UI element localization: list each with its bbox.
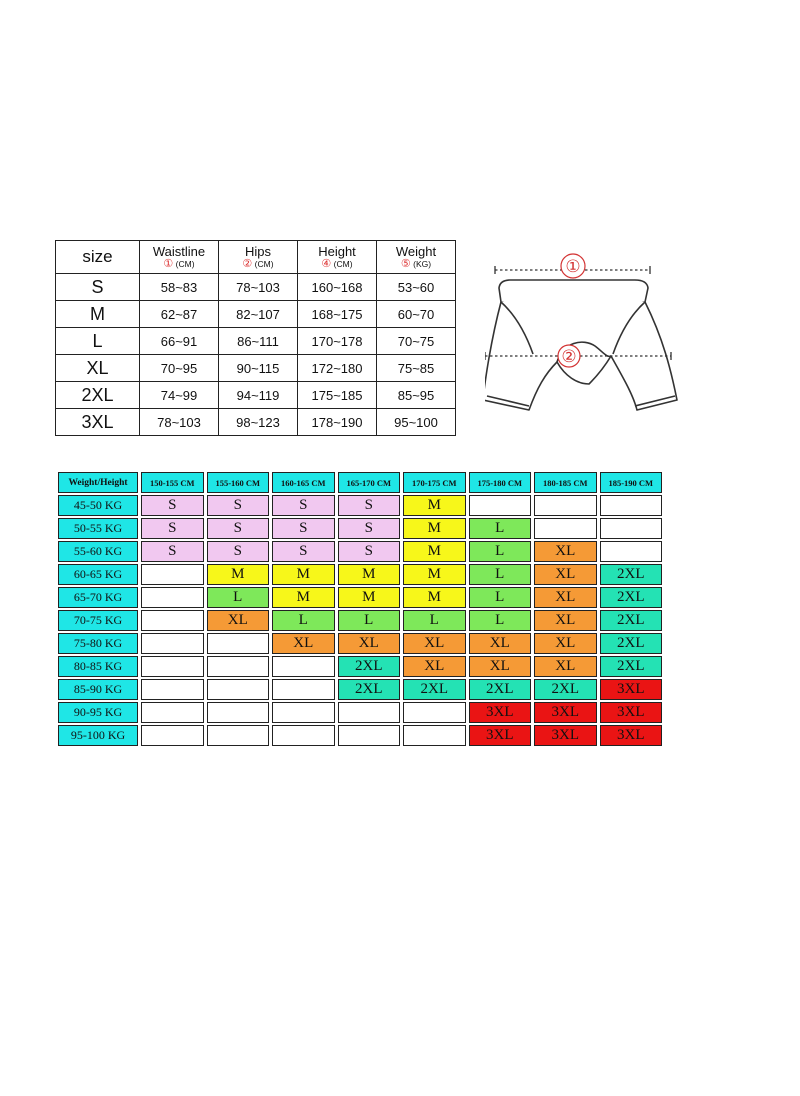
chart-row bbox=[58, 725, 662, 746]
chart-cell: XL bbox=[534, 633, 597, 654]
chart-cell: S bbox=[338, 518, 401, 539]
chart-cell: S bbox=[272, 541, 335, 562]
chart-row bbox=[58, 495, 662, 516]
chart-row bbox=[58, 679, 662, 700]
chart-cell bbox=[141, 679, 204, 700]
chart-cell: 2XL bbox=[600, 587, 663, 608]
chart-cell: S bbox=[338, 495, 401, 516]
height-unit: (CM) bbox=[333, 259, 353, 269]
size-row bbox=[56, 328, 456, 355]
chart-cell: XL bbox=[403, 656, 466, 677]
size-row-size: 2XL bbox=[56, 382, 140, 409]
chart-cell: S bbox=[207, 518, 270, 539]
size-row-size: XL bbox=[56, 355, 140, 382]
chart-cell: L bbox=[469, 587, 532, 608]
chart-cell: S bbox=[272, 495, 335, 516]
hips-label: Hips bbox=[244, 244, 271, 259]
chart-cell: XL bbox=[469, 633, 532, 654]
size-row-hips: 94~119 bbox=[219, 382, 298, 409]
size-row-size: M bbox=[56, 301, 140, 328]
chart-cell: M bbox=[207, 564, 270, 585]
weight-marker-icon: ⑤ bbox=[400, 258, 411, 270]
size-row-weight: 53~60 bbox=[377, 274, 456, 301]
chart-row bbox=[58, 587, 662, 608]
chart-cell: S bbox=[207, 541, 270, 562]
chart-cell: 3XL bbox=[600, 702, 663, 723]
hips-marker-label: ② bbox=[561, 347, 577, 366]
chart-cell: S bbox=[141, 518, 204, 539]
chart-cell: M bbox=[403, 541, 466, 562]
chart-cell bbox=[534, 495, 597, 516]
chart-column-header: 160-165 CM bbox=[272, 472, 335, 493]
shorts-outline bbox=[485, 280, 677, 410]
chart-row-label: 60-65 KG bbox=[58, 564, 138, 585]
size-row-height: 172~180 bbox=[298, 355, 377, 382]
chart-cell: 3XL bbox=[600, 725, 663, 746]
size-row-weight: 75~85 bbox=[377, 355, 456, 382]
chart-cell: XL bbox=[207, 610, 270, 631]
chart-cell bbox=[534, 518, 597, 539]
size-row-waist: 58~83 bbox=[140, 274, 219, 301]
chart-cell: M bbox=[403, 495, 466, 516]
chart-cell bbox=[141, 610, 204, 631]
chart-cell: S bbox=[141, 495, 204, 516]
chart-cell bbox=[338, 702, 401, 723]
chart-row bbox=[58, 518, 662, 539]
chart-row-label: 55-60 KG bbox=[58, 541, 138, 562]
size-row-weight: 70~75 bbox=[377, 328, 456, 355]
chart-cell: 2XL bbox=[534, 679, 597, 700]
size-row-waist: 70~95 bbox=[140, 355, 219, 382]
size-row bbox=[56, 301, 456, 328]
size-chart bbox=[55, 470, 665, 748]
hips-marker-icon: ② bbox=[242, 258, 253, 270]
size-row bbox=[56, 274, 456, 301]
chart-cell bbox=[207, 702, 270, 723]
chart-column-header: 165-170 CM bbox=[338, 472, 401, 493]
chart-column-header: 170-175 CM bbox=[403, 472, 466, 493]
chart-cell bbox=[207, 656, 270, 677]
size-row-hips: 98~123 bbox=[219, 409, 298, 436]
chart-row-label: 65-70 KG bbox=[58, 587, 138, 608]
chart-column-header: 185-190 CM bbox=[600, 472, 663, 493]
weight-header bbox=[377, 241, 456, 274]
chart-cell bbox=[207, 633, 270, 654]
size-row-weight: 95~100 bbox=[377, 409, 456, 436]
chart-cell bbox=[207, 725, 270, 746]
chart-cell: 2XL bbox=[600, 610, 663, 631]
chart-cell bbox=[141, 633, 204, 654]
chart-cell: L bbox=[272, 610, 335, 631]
size-row-height: 175~185 bbox=[298, 382, 377, 409]
chart-cell bbox=[600, 541, 663, 562]
chart-cell: 2XL bbox=[338, 656, 401, 677]
size-table bbox=[55, 240, 456, 436]
chart-cell: L bbox=[469, 518, 532, 539]
waistline-unit: (CM) bbox=[175, 259, 195, 269]
chart-cell: 3XL bbox=[469, 725, 532, 746]
chart-row bbox=[58, 633, 662, 654]
chart-cell: 2XL bbox=[469, 679, 532, 700]
weight-unit: (KG) bbox=[413, 259, 432, 269]
chart-row-label: 70-75 KG bbox=[58, 610, 138, 631]
shorts-diagram bbox=[485, 250, 680, 435]
size-row-weight: 85~95 bbox=[377, 382, 456, 409]
chart-row-label: 50-55 KG bbox=[58, 518, 138, 539]
chart-cell bbox=[141, 656, 204, 677]
chart-row-label: 45-50 KG bbox=[58, 495, 138, 516]
chart-column-header: 180-185 CM bbox=[534, 472, 597, 493]
chart-cell bbox=[272, 725, 335, 746]
chart-cell: S bbox=[207, 495, 270, 516]
chart-cell: XL bbox=[403, 633, 466, 654]
chart-cell: M bbox=[272, 564, 335, 585]
size-row-height: 160~168 bbox=[298, 274, 377, 301]
chart-cell bbox=[141, 702, 204, 723]
chart-cell: 3XL bbox=[469, 702, 532, 723]
chart-cell: 3XL bbox=[534, 702, 597, 723]
chart-cell: XL bbox=[534, 610, 597, 631]
chart-cell: 2XL bbox=[600, 633, 663, 654]
chart-cell bbox=[272, 702, 335, 723]
size-row-height: 178~190 bbox=[298, 409, 377, 436]
chart-cell: 2XL bbox=[338, 679, 401, 700]
chart-cell bbox=[469, 495, 532, 516]
chart-row-label: 90-95 KG bbox=[58, 702, 138, 723]
size-row-weight: 60~70 bbox=[377, 301, 456, 328]
waist-marker-label: ① bbox=[565, 257, 581, 276]
size-row-size: L bbox=[56, 328, 140, 355]
weight-label: Weight bbox=[395, 244, 437, 259]
size-row-waist: 78~103 bbox=[140, 409, 219, 436]
chart-cell: L bbox=[469, 610, 532, 631]
chart-row-label: 75-80 KG bbox=[58, 633, 138, 654]
chart-cell bbox=[403, 725, 466, 746]
chart-cell bbox=[272, 656, 335, 677]
size-row bbox=[56, 409, 456, 436]
chart-cell: L bbox=[469, 564, 532, 585]
chart-column-header: 150-155 CM bbox=[141, 472, 204, 493]
chart-column-header: 175-180 CM bbox=[469, 472, 532, 493]
chart-cell: M bbox=[403, 518, 466, 539]
chart-cell bbox=[141, 564, 204, 585]
height-label: Height bbox=[318, 244, 356, 259]
chart-row bbox=[58, 656, 662, 677]
size-row-hips: 78~103 bbox=[219, 274, 298, 301]
chart-cell: XL bbox=[272, 633, 335, 654]
size-row-height: 170~178 bbox=[298, 328, 377, 355]
chart-row bbox=[58, 541, 662, 562]
chart-cell: M bbox=[403, 587, 466, 608]
chart-cell: L bbox=[469, 541, 532, 562]
chart-row-label: 85-90 KG bbox=[58, 679, 138, 700]
chart-cell: M bbox=[403, 564, 466, 585]
size-row-hips: 86~111 bbox=[219, 328, 298, 355]
size-row-size: 3XL bbox=[56, 409, 140, 436]
size-row-waist: 62~87 bbox=[140, 301, 219, 328]
height-header bbox=[298, 241, 377, 274]
chart-cell: L bbox=[403, 610, 466, 631]
chart-cell bbox=[272, 679, 335, 700]
size-row-height: 168~175 bbox=[298, 301, 377, 328]
chart-cell: 2XL bbox=[403, 679, 466, 700]
chart-header-row bbox=[58, 472, 662, 493]
size-row-waist: 66~91 bbox=[140, 328, 219, 355]
size-row-hips: 82~107 bbox=[219, 301, 298, 328]
waistline-label: Waistline bbox=[152, 244, 206, 259]
chart-cell: 2XL bbox=[600, 564, 663, 585]
chart-cell: L bbox=[338, 610, 401, 631]
chart-cell: M bbox=[338, 587, 401, 608]
chart-row-label: 80-85 KG bbox=[58, 656, 138, 677]
size-row-size: S bbox=[56, 274, 140, 301]
chart-cell bbox=[141, 587, 204, 608]
size-row-waist: 74~99 bbox=[140, 382, 219, 409]
chart-cell bbox=[403, 702, 466, 723]
chart-cell: XL bbox=[338, 633, 401, 654]
chart-corner-header: Weight/Height bbox=[58, 472, 138, 493]
chart-cell: 3XL bbox=[534, 725, 597, 746]
chart-cell bbox=[600, 518, 663, 539]
chart-cell: XL bbox=[534, 587, 597, 608]
chart-row bbox=[58, 702, 662, 723]
waistline-header bbox=[140, 241, 219, 274]
chart-cell: 2XL bbox=[600, 656, 663, 677]
chart-cell: L bbox=[207, 587, 270, 608]
chart-cell bbox=[338, 725, 401, 746]
hips-header bbox=[219, 241, 298, 274]
chart-cell: XL bbox=[534, 541, 597, 562]
size-header: size bbox=[56, 241, 140, 274]
size-table-header-row bbox=[56, 241, 456, 274]
chart-row bbox=[58, 564, 662, 585]
size-row bbox=[56, 355, 456, 382]
chart-cell: M bbox=[338, 564, 401, 585]
chart-row bbox=[58, 610, 662, 631]
hips-unit: (CM) bbox=[254, 259, 274, 269]
chart-cell bbox=[207, 679, 270, 700]
chart-cell: S bbox=[272, 518, 335, 539]
chart-cell: XL bbox=[534, 564, 597, 585]
chart-cell bbox=[141, 725, 204, 746]
height-marker-icon: ④ bbox=[321, 258, 332, 270]
waist-marker-icon: ① bbox=[163, 258, 174, 270]
chart-cell: XL bbox=[534, 656, 597, 677]
chart-cell: XL bbox=[469, 656, 532, 677]
chart-column-header: 155-160 CM bbox=[207, 472, 270, 493]
chart-cell: M bbox=[272, 587, 335, 608]
chart-cell: S bbox=[338, 541, 401, 562]
size-row-hips: 90~115 bbox=[219, 355, 298, 382]
chart-cell: 3XL bbox=[600, 679, 663, 700]
chart-row-label: 95-100 KG bbox=[58, 725, 138, 746]
chart-cell bbox=[600, 495, 663, 516]
chart-cell: S bbox=[141, 541, 204, 562]
size-row bbox=[56, 382, 456, 409]
